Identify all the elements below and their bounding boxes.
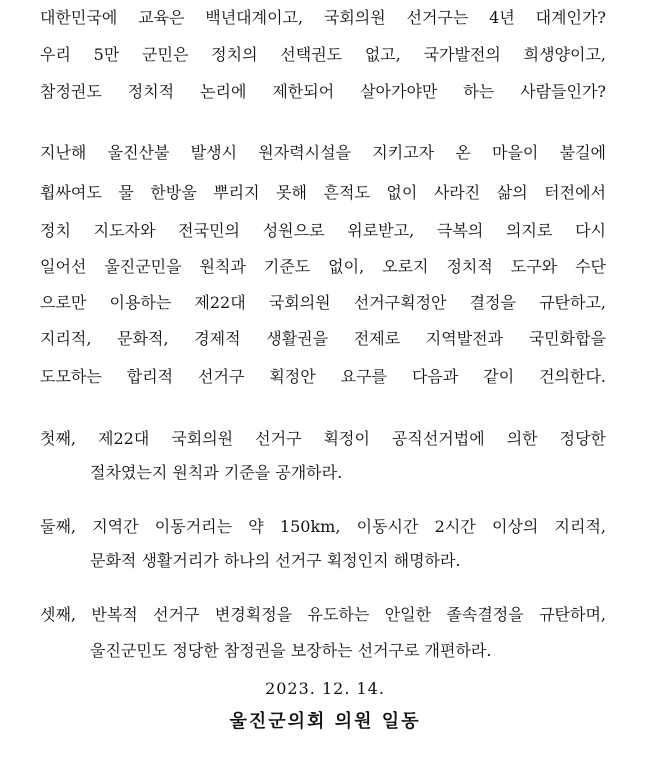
demand-item-1: 첫째, 제22대 국회의원 선거구 획정이 공직선거법에 의한 정당한 [40,429,606,448]
body-line-3: 정치 지도자와 전국민의 성원으로 위로받고, 극복의 의지로 다시 [40,221,606,240]
demand-item-3-continued: 울진군민도 정당한 참정권을 보장하는 선거구로 개편하라. [90,641,492,660]
body-line-6: 지리적, 문화적, 경제적 생활권을 전제로 지역발전과 국민화합을 [40,329,606,348]
body-line-2: 휩싸여도 물 한방울 뿌리지 못해 흔적도 없이 사라진 삶의 터전에서 [40,183,606,202]
intro-line-3: 참정권도 정치적 논리에 제한되어 살아가야만 하는 사람들인가? [40,82,606,101]
signatory: 울진군의회 의원 일동 [229,711,421,732]
demand-item-1-continued: 절차였는지 원칙과 기준을 공개하라. [90,463,343,482]
demand-item-3: 셋째, 반복적 선거구 변경획정을 유도하는 안일한 졸속결정을 규탄하며, [40,605,606,624]
demand-item-2-continued: 문화적 생활거리가 하나의 선거구 획정인지 해명하라. [90,551,461,570]
body-line-1: 지난해 울진산불 발생시 원자력시설을 지키고자 온 마을이 불길에 [40,143,606,162]
body-line-5: 으로만 이용하는 제22대 국회의원 선거구획정안 결정을 규탄하고, [40,293,606,312]
statement-date: 2023. 12. 14. [265,679,385,698]
demand-item-2: 둘째, 지역간 이동거리는 약 150km, 이동시간 2시간 이상의 지리적, [40,517,606,536]
intro-line-2: 우리 5만 군민은 정치의 선택권도 없고, 국가발전의 희생양이고, [40,45,606,64]
body-line-7: 도모하는 합리적 선거구 획정안 요구를 다음과 같이 건의한다. [40,367,606,386]
intro-line-1: 대한민국에 교육은 백년대계이고, 국회의원 선거구는 4년 대계인가? [40,8,606,27]
body-line-4: 일어선 울진군민을 원칙과 기준도 없이, 오로지 정치적 도구와 수단 [40,257,606,276]
